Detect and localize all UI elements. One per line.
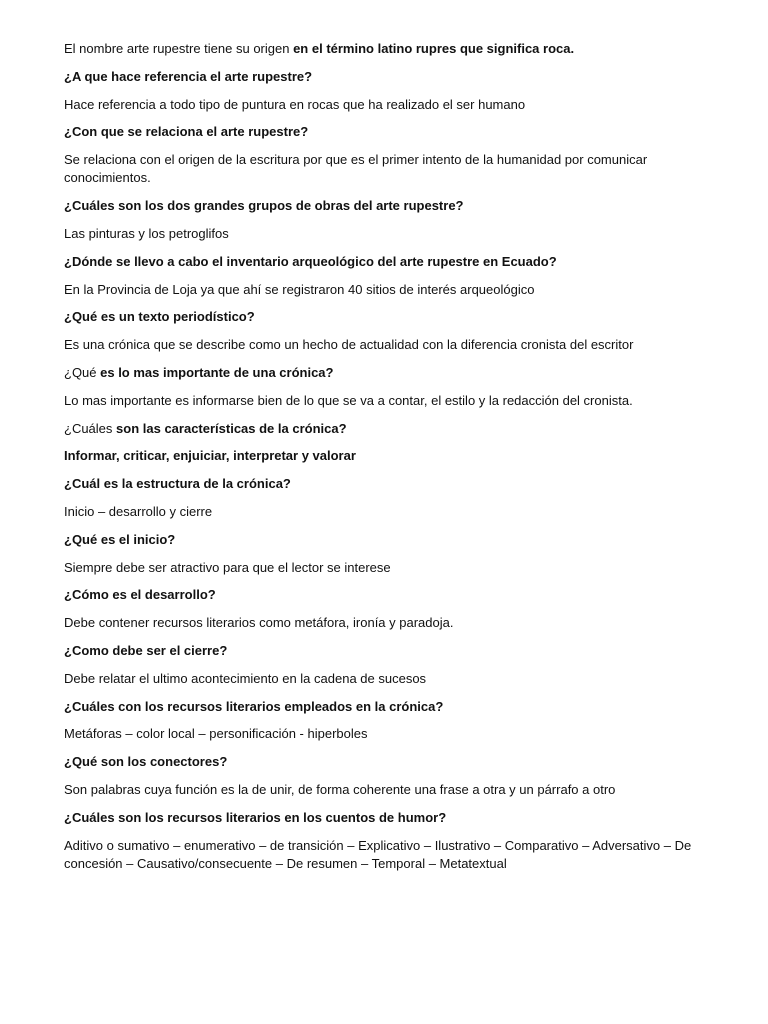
bold-text: ¿Con que se relaciona el arte rupestre?	[64, 124, 309, 140]
bold-text: ¿Qué es un texto periodístico?	[64, 309, 255, 325]
text: El nombre arte rupestre tiene su origen	[64, 41, 294, 56]
paragraph	[64, 753, 704, 771]
paragraph	[64, 559, 704, 577]
paragraph	[64, 253, 704, 271]
paragraph	[64, 308, 704, 326]
bold-text: ¿Cuáles son los recursos literarios en los cuentos de humor?	[64, 809, 447, 825]
paragraph	[64, 281, 704, 299]
text: Debe relatar el ultimo acontecimiento en la cadena de sucesos	[64, 670, 427, 686]
paragraph	[64, 586, 704, 604]
text: Aditivo o sumativo – enumerativo – de transición – Explicativo – Ilustrativo – Comparativo – Adversativo – De concesión – Causativo/consecuente – De resumen – Temporal – Metatextual	[64, 837, 692, 871]
paragraph	[64, 420, 704, 438]
text: Hace referencia a todo tipo de puntura en rocas que ha realizado el ser humano	[64, 96, 526, 112]
bold-text: es lo mas importante de una crónica?	[100, 365, 334, 381]
text: Inicio – desarrollo y cierre	[64, 504, 213, 520]
bold-text: ¿Como debe ser el cierre?	[64, 643, 228, 659]
paragraph	[64, 123, 704, 141]
text: Metáforas – color local – personificación - hiperboles	[64, 726, 368, 742]
paragraph	[64, 475, 704, 493]
paragraph	[64, 151, 704, 188]
paragraph	[64, 336, 704, 354]
text: Se relaciona con el origen de la escritura por que es el primer intento de la humanidad por comunicar conocimientos.	[64, 152, 648, 186]
bold-text: ¿Cuáles con los recursos literarios empleados en la crónica?	[64, 698, 444, 714]
paragraph	[64, 698, 704, 716]
paragraph	[64, 809, 704, 827]
document-body	[64, 40, 704, 883]
paragraph	[64, 725, 704, 743]
bold-text: son las características de la crónica?	[116, 420, 347, 436]
text: ¿Cuáles	[64, 420, 117, 436]
text: Es una crónica que se describe como un hecho de actualidad con la diferencia cronista del escritor	[64, 337, 634, 353]
paragraph	[64, 225, 704, 243]
text: En la Provincia de Loja ya que ahí se registraron 40 sitios de interés arqueológico	[64, 281, 535, 297]
paragraph	[64, 837, 704, 874]
bold-text: ¿Cómo es el desarrollo?	[64, 587, 216, 603]
bold-text: ¿Cuáles son los dos grandes grupos de obras del arte rupestre?	[64, 198, 464, 214]
text: Lo mas importante es informarse bien de lo que se va a contar, el estilo y la redacción del cronista.	[64, 392, 633, 408]
paragraph	[64, 670, 704, 688]
text: Son palabras cuya función es la de unir, de forma coherente una frase a otra y un párrafo a otro	[64, 782, 616, 798]
bold-text: ¿A que hace referencia el arte rupestre?	[64, 68, 313, 84]
paragraph	[64, 781, 704, 799]
text: Las pinturas y los petroglifos	[64, 226, 229, 242]
bold-text: en el término latino rupres que significa roca.	[293, 41, 575, 56]
paragraph	[64, 40, 704, 58]
bold-text: ¿Cuál es la estructura de la crónica?	[64, 476, 291, 492]
text: Siempre debe ser atractivo para que el lector se interese	[64, 559, 391, 575]
paragraph	[64, 531, 704, 549]
paragraph	[64, 642, 704, 660]
text: Debe contener recursos literarios como metáfora, ironía y paradoja.	[64, 615, 454, 631]
paragraph	[64, 392, 704, 410]
paragraph	[64, 447, 704, 465]
paragraph	[64, 364, 704, 382]
paragraph	[64, 96, 704, 114]
bold-text: ¿Qué son los conectores?	[64, 754, 228, 770]
bold-text: Informar, criticar, enjuiciar, interpretar y valorar	[64, 448, 356, 464]
paragraph	[64, 503, 704, 521]
paragraph	[64, 614, 704, 632]
text: ¿Qué	[64, 365, 101, 381]
bold-text: ¿Dónde se llevo a cabo el inventario arqueológico del arte rupestre en Ecuado?	[64, 253, 557, 269]
paragraph	[64, 197, 704, 215]
bold-text: ¿Qué es el inicio?	[64, 531, 176, 547]
paragraph	[64, 68, 704, 86]
